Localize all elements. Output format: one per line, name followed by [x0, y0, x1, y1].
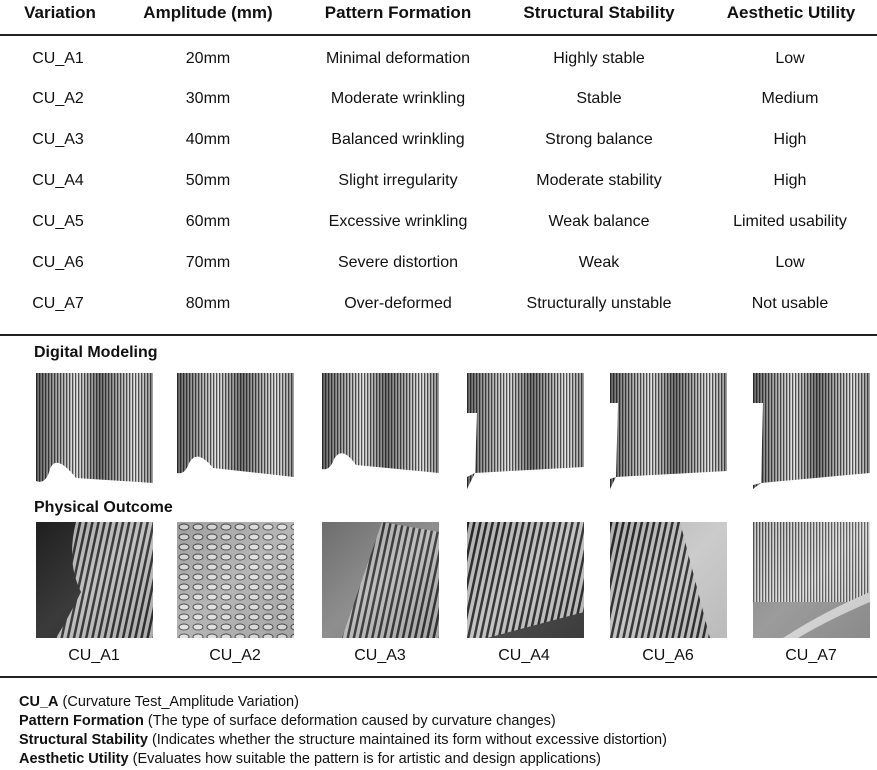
cell-variation: CU_A5: [32, 213, 84, 230]
cell-variation: CU_A1: [32, 50, 84, 67]
legend-desc: (Indicates whether the structure maintained its form without excessive distortion): [147, 732, 667, 748]
photo-label: CU_A2: [209, 647, 261, 664]
digital-model-image: [467, 373, 584, 489]
photo-label: CU_A1: [68, 647, 120, 664]
cell-stability: Weak: [578, 254, 620, 271]
physical-photo: [753, 522, 870, 638]
table-row: [0, 213, 877, 253]
cell-pattern: Balanced wrinkling: [331, 131, 465, 148]
legend-term: Structural Stability: [19, 732, 148, 748]
photo-label: CU_A6: [642, 647, 694, 664]
header-aesthetic-utility: Aesthetic Utility: [726, 3, 856, 22]
table-row: [0, 90, 877, 130]
cell-pattern: Excessive wrinkling: [328, 213, 468, 230]
cell-aesthetic: Limited usability: [733, 213, 847, 230]
legend-desc: (Curvature Test_Amplitude Variation): [58, 694, 299, 710]
photo-label: CU_A3: [354, 647, 406, 664]
cell-variation: CU_A7: [32, 295, 84, 312]
cell-pattern: Severe distortion: [337, 254, 459, 271]
cell-aesthetic: Medium: [761, 90, 819, 107]
legend-item: [19, 732, 667, 748]
cell-variation: CU_A2: [32, 90, 84, 107]
cell-variation: CU_A3: [32, 131, 84, 148]
physical-photo: [322, 522, 439, 638]
cell-aesthetic: Low: [775, 50, 805, 67]
physical-photo: [36, 522, 153, 638]
table-row: [0, 50, 877, 90]
table-row: [0, 295, 877, 335]
cell-stability: Highly stable: [553, 50, 645, 67]
digital-model-image: [177, 373, 294, 489]
digital-modeling-title: Digital Modeling: [34, 344, 158, 361]
header-amplitude: Amplitude (mm): [143, 3, 273, 22]
section-divider: [0, 334, 877, 336]
cell-amplitude: 30mm: [185, 90, 231, 107]
cell-stability: Moderate stability: [536, 172, 662, 189]
table-header: [0, 0, 877, 30]
header-structural-stability: Structural Stability: [523, 3, 675, 22]
table-row: [0, 131, 877, 171]
cell-amplitude: 50mm: [185, 172, 231, 189]
legend-item: [19, 751, 601, 767]
legend-term: Pattern Formation: [19, 713, 144, 729]
cell-amplitude: 60mm: [185, 213, 231, 230]
digital-model-image: [753, 373, 870, 489]
cell-aesthetic: High: [773, 172, 807, 189]
cell-variation: CU_A4: [32, 172, 84, 189]
physical-photo: [467, 522, 584, 638]
cell-amplitude: 20mm: [185, 50, 231, 67]
cell-pattern: Slight irregularity: [338, 172, 458, 189]
cell-amplitude: 80mm: [185, 295, 231, 312]
legend-term: CU_A: [19, 694, 59, 710]
cell-aesthetic: Low: [775, 254, 805, 271]
cell-stability: Strong balance: [545, 131, 653, 148]
header-divider: [0, 34, 877, 36]
legend-desc: (The type of surface deformation caused by curvature changes): [143, 713, 556, 729]
legend-item: [19, 694, 299, 710]
legend-term: Aesthetic Utility: [19, 751, 129, 767]
cell-pattern: Minimal deformation: [325, 50, 471, 67]
cell-variation: CU_A6: [32, 254, 84, 271]
physical-photo: [177, 522, 294, 638]
cell-amplitude: 40mm: [185, 131, 231, 148]
table-row: [0, 172, 877, 212]
table-row: [0, 254, 877, 294]
header-variation: Variation: [24, 3, 96, 22]
cell-stability: Structurally unstable: [526, 295, 672, 312]
cell-aesthetic: Not usable: [751, 295, 829, 312]
digital-model-image: [610, 373, 727, 489]
physical-outcome-title: Physical Outcome: [34, 499, 173, 516]
photo-label: CU_A4: [498, 647, 550, 664]
cell-stability: Stable: [576, 90, 622, 107]
cell-stability: Weak balance: [548, 213, 650, 230]
cell-amplitude: 70mm: [185, 254, 231, 271]
cell-pattern: Moderate wrinkling: [330, 90, 466, 107]
photo-label: CU_A7: [785, 647, 837, 664]
header-pattern-formation: Pattern Formation: [324, 3, 472, 22]
legend-desc: (Evaluates how suitable the pattern is for artistic and design applications): [128, 751, 601, 767]
cell-pattern: Over-deformed: [344, 295, 452, 312]
cell-aesthetic: High: [773, 131, 807, 148]
digital-model-image: [36, 373, 153, 489]
legend-divider: [0, 676, 877, 678]
physical-photo: [610, 522, 727, 638]
legend-item: [19, 713, 556, 729]
digital-model-image: [322, 373, 439, 489]
